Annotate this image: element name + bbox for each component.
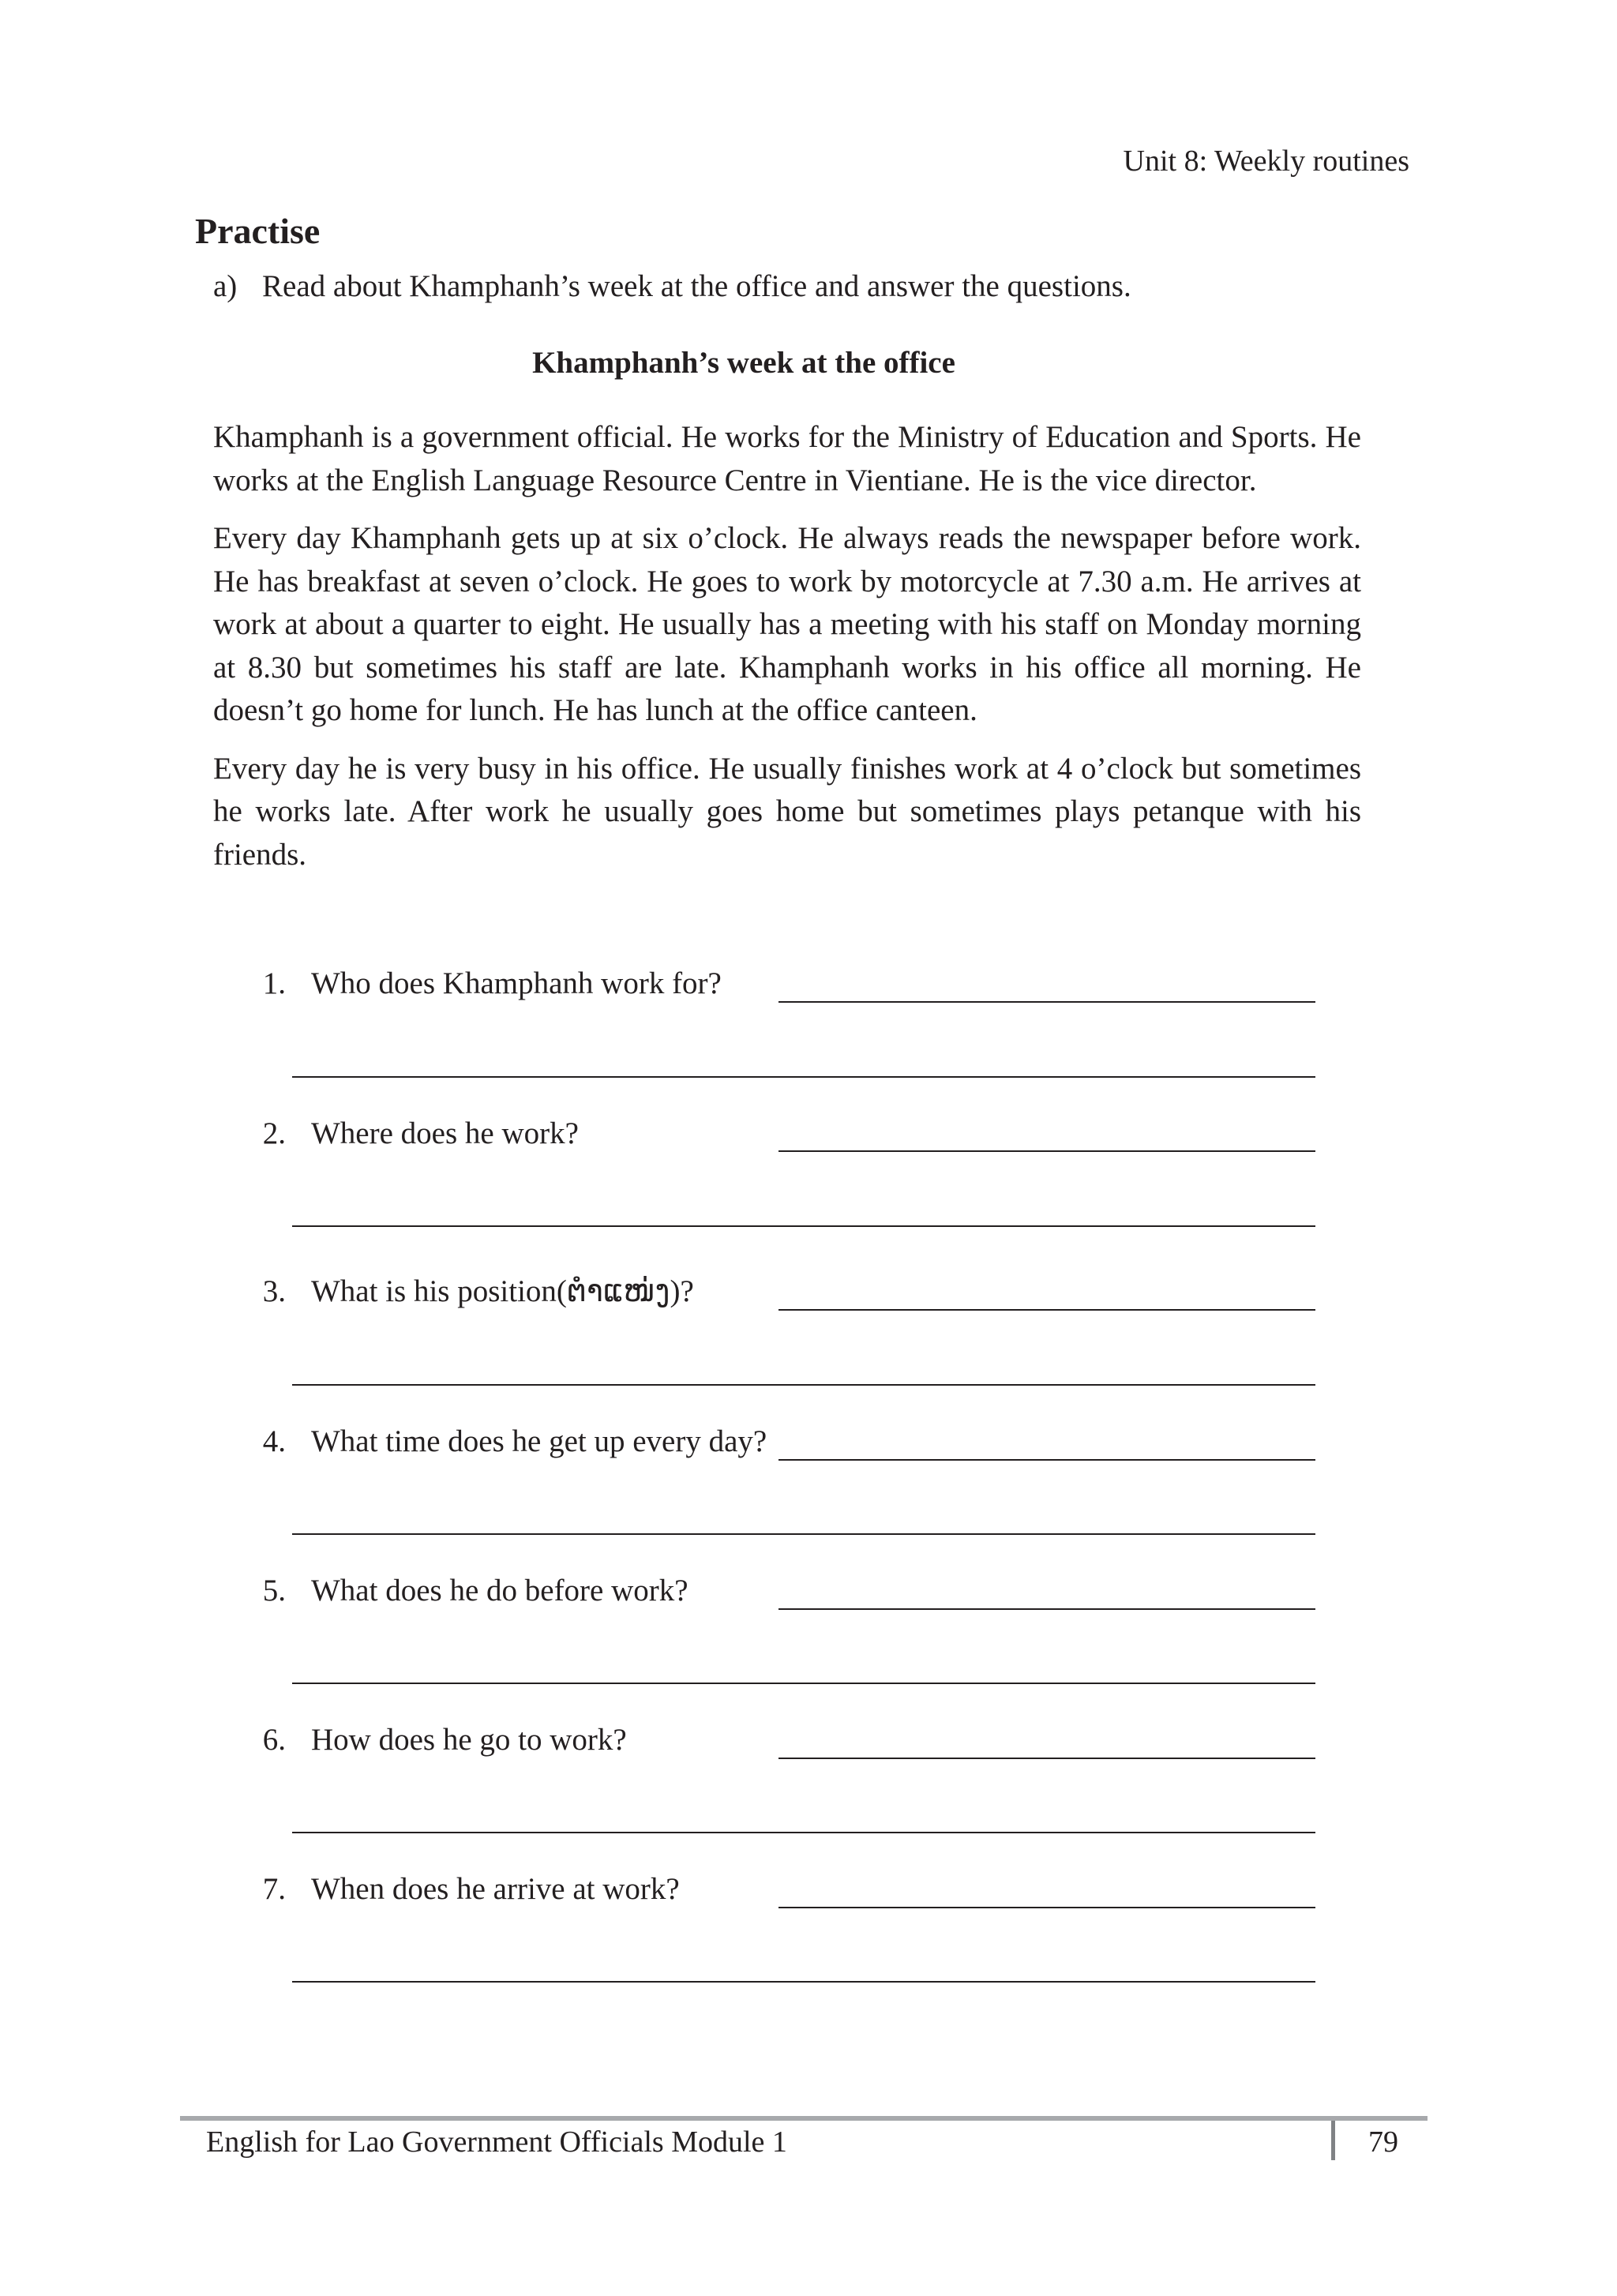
answer-line-short[interactable] xyxy=(778,1608,1315,1610)
answer-line-short[interactable] xyxy=(778,1309,1315,1311)
question-3 xyxy=(237,1274,694,1310)
unit-header: Unit 8: Weekly routines xyxy=(1123,144,1409,178)
reading-passage xyxy=(213,416,1361,891)
instruction-text: Read about Khamphanh’s week at the office and answer the questions. xyxy=(262,269,1131,303)
answer-line-full[interactable] xyxy=(292,1384,1315,1386)
question-number: 6. xyxy=(262,1723,286,1757)
answer-line-full[interactable] xyxy=(292,1533,1315,1535)
footer-book-title: English for Lao Government Officials Module 1 xyxy=(206,2125,787,2159)
instruction xyxy=(213,268,1131,305)
question-text: What is his position(ຕຳແໜ່ງ)? xyxy=(311,1274,694,1308)
page-number: 79 xyxy=(1368,2125,1398,2159)
instruction-marker: a) xyxy=(213,269,238,303)
footer-divider xyxy=(1331,2121,1335,2160)
question-6 xyxy=(237,1722,627,1758)
question-text: How does he go to work? xyxy=(311,1723,627,1757)
passage-paragraph: Every day Khamphanh gets up at six o’clock. He always reads the newspaper before work. He has breakfast at seven o’clock. He goes to work by motorcycle at 7.30 a.m. He arrives at work at about a quarter to eight. He usually has a meeting with his staff on Monday morning at 8.30 but sometimes his staff are late. Khamphanh works in his office all morning. He doesn’t go home for lunch. He has lunch at the office canteen. xyxy=(213,521,1361,727)
answer-line-short[interactable] xyxy=(778,1758,1315,1759)
question-text: Where does he work? xyxy=(311,1116,579,1150)
passage-paragraph: Every day he is very busy in his office. He usually finishes work at 4 o’clock but sometimes he works late. After work he usually goes home but sometimes plays petanque with his friends. xyxy=(213,751,1361,872)
question-7 xyxy=(237,1871,680,1908)
question-1 xyxy=(237,966,722,1002)
answer-line-short[interactable] xyxy=(778,1001,1315,1003)
question-number: 2. xyxy=(262,1116,286,1150)
answer-line-full[interactable] xyxy=(292,1832,1315,1833)
question-number: 7. xyxy=(262,1872,286,1906)
footer-rule xyxy=(180,2116,1428,2121)
answer-line-short[interactable] xyxy=(778,1150,1315,1152)
question-4 xyxy=(237,1424,767,1460)
answer-line-full[interactable] xyxy=(292,1076,1315,1078)
section-title: Practise xyxy=(195,211,321,251)
question-number: 3. xyxy=(262,1274,286,1308)
question-number: 4. xyxy=(262,1424,286,1458)
answer-line-full[interactable] xyxy=(292,1225,1315,1227)
answer-line-short[interactable] xyxy=(778,1907,1315,1908)
passage-paragraph: Khamphanh is a government official. He works for the Ministry of Education and Sports. He works at the English Language Resource Centre in Vientiane. He is the vice director. xyxy=(213,420,1361,497)
question-2 xyxy=(237,1116,579,1152)
answer-line-full[interactable] xyxy=(292,1981,1315,1983)
question-text: When does he arrive at work? xyxy=(311,1872,680,1906)
question-text: Who does Khamphanh work for? xyxy=(311,966,722,1000)
passage-title: Khamphanh’s week at the office xyxy=(532,346,955,380)
question-text: What time does he get up every day? xyxy=(311,1424,767,1458)
question-number: 5. xyxy=(262,1574,286,1608)
question-number: 1. xyxy=(262,966,286,1000)
question-5 xyxy=(237,1573,688,1609)
answer-line-full[interactable] xyxy=(292,1683,1315,1684)
answer-line-short[interactable] xyxy=(778,1459,1315,1461)
question-text: What does he do before work? xyxy=(311,1574,688,1608)
